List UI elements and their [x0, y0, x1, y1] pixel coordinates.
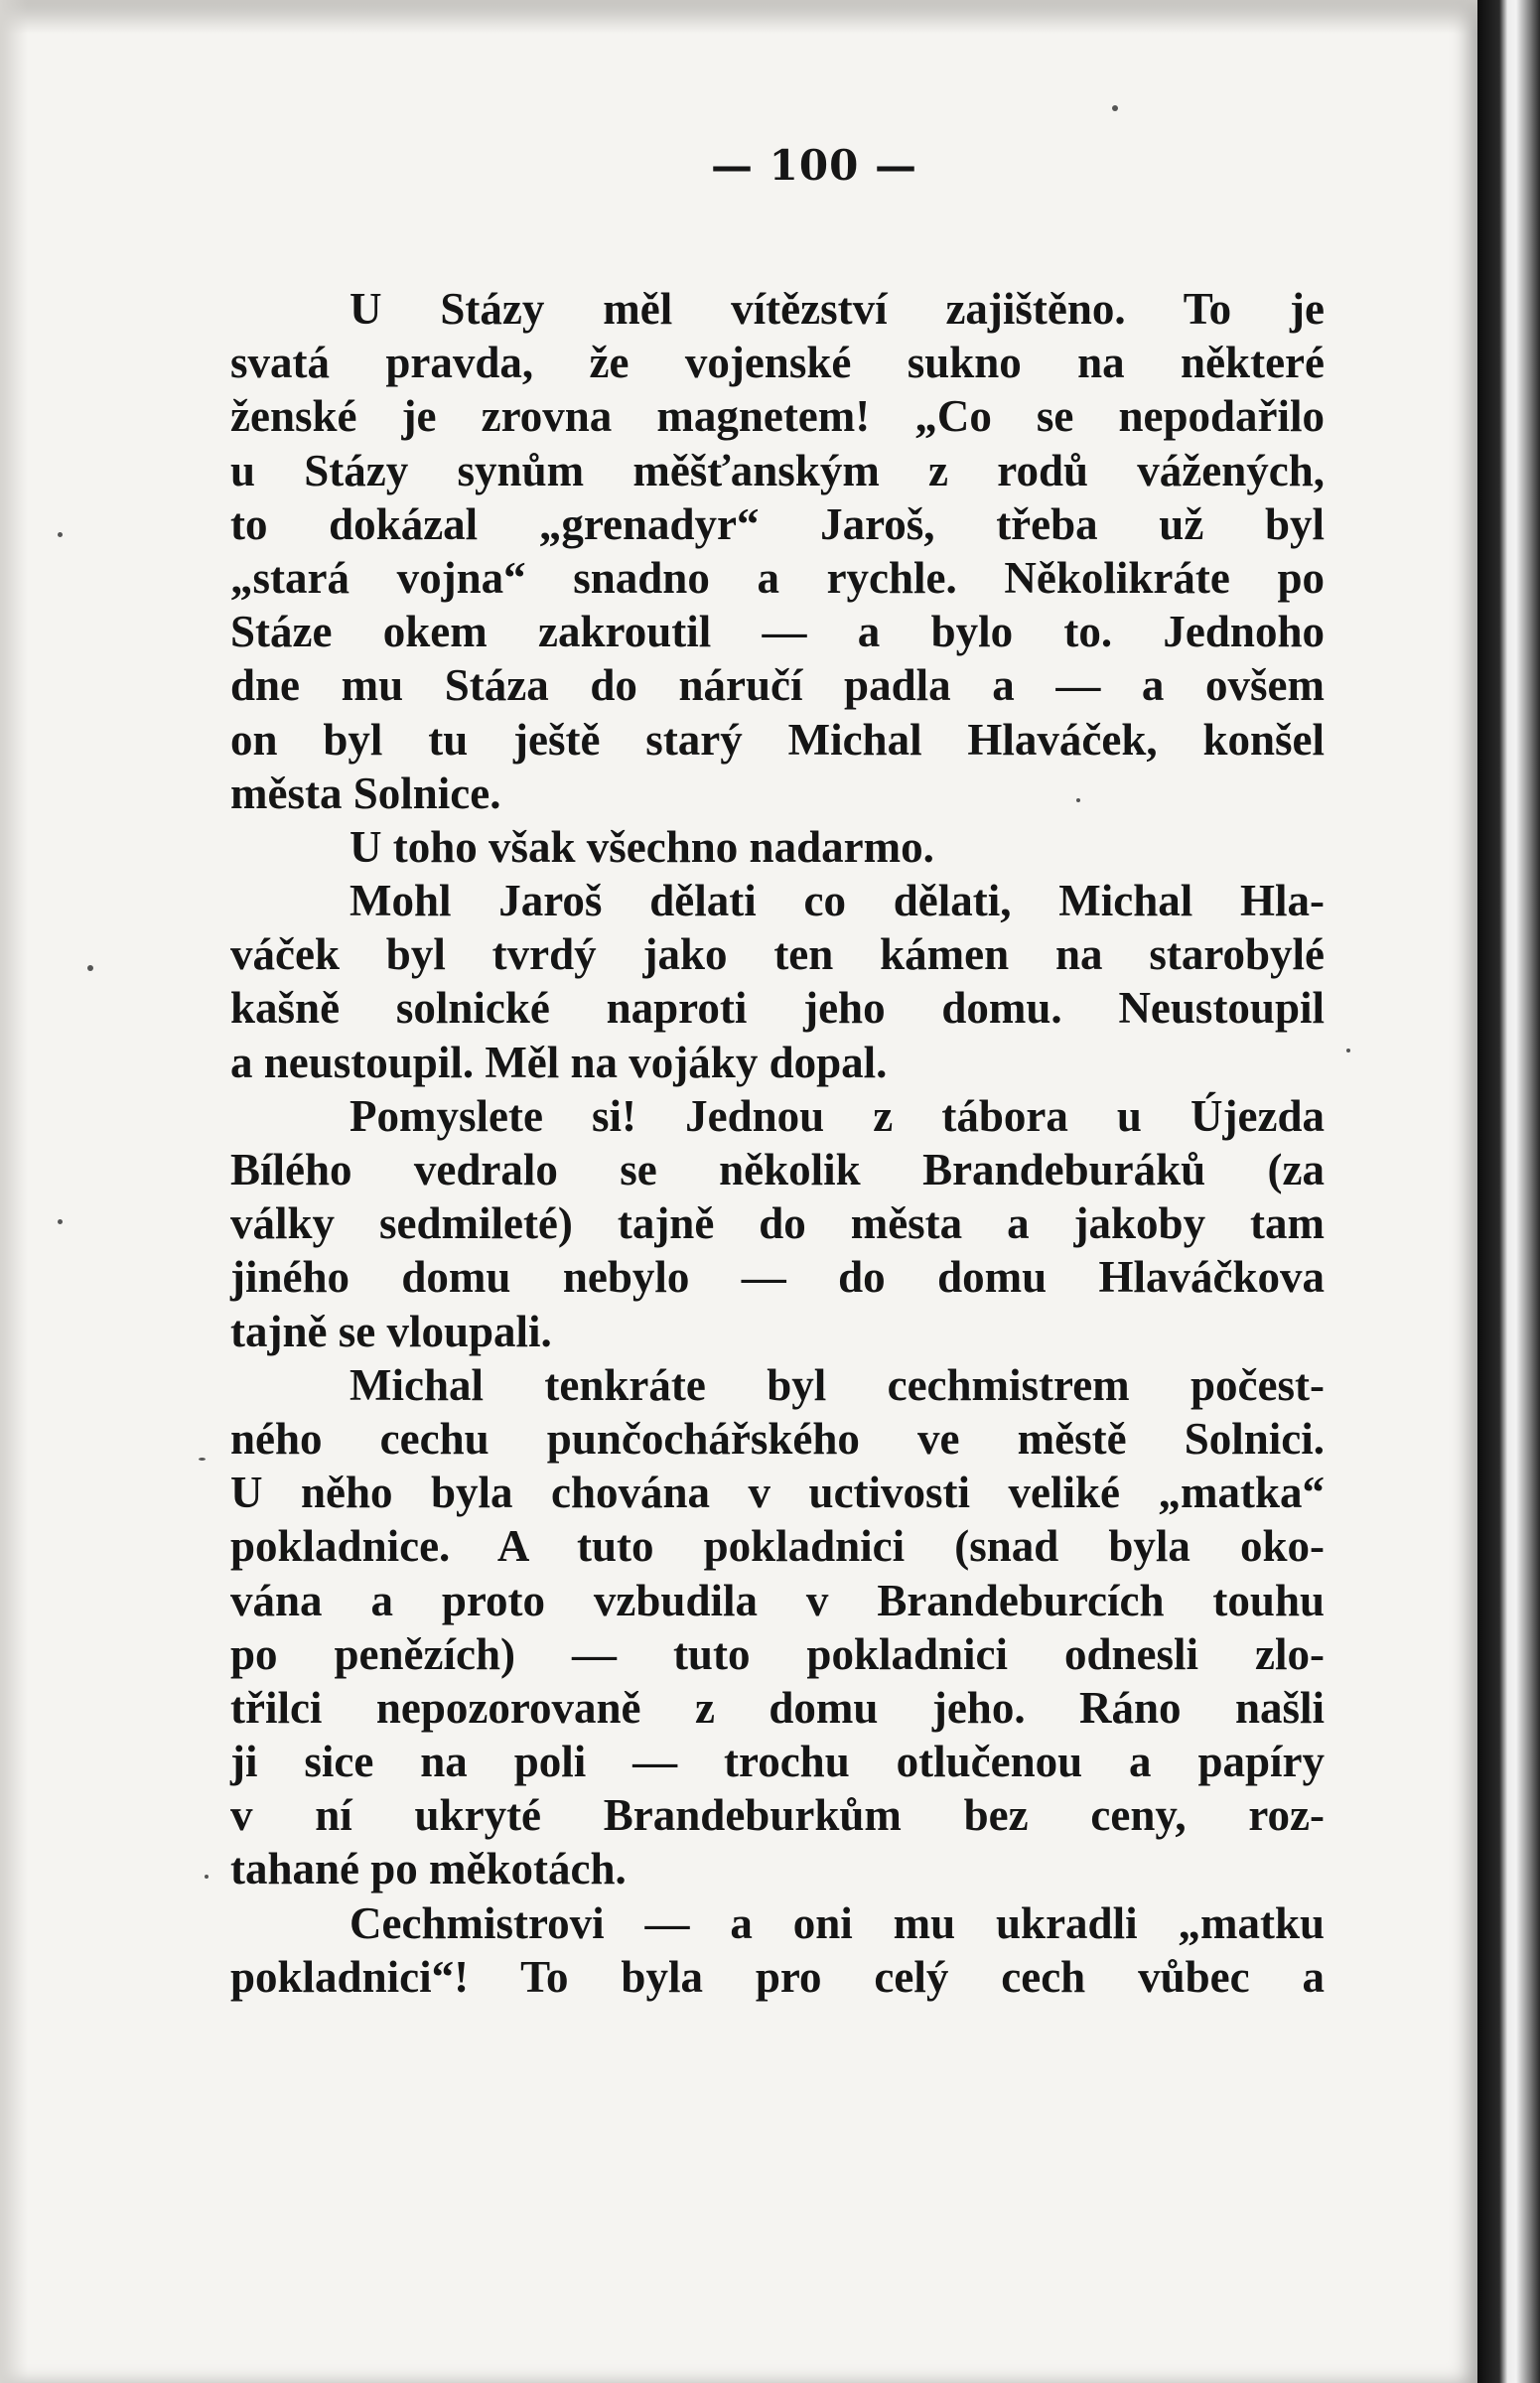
text-line: tajně se vloupali.: [230, 1306, 552, 1356]
page-number: — 100 —: [711, 141, 917, 190]
text-line: dne mu Stáza do náručí padla a — a ovšem: [230, 660, 1325, 711]
text-line: města Solnice.: [230, 768, 501, 818]
text-line: ženské je zrovna magnetem! „Co se nepodařilo: [230, 391, 1325, 442]
text-line: Michal tenkráte byl cechmistrem počest-: [350, 1359, 1325, 1410]
text-line: pokladnici“! To byla pro celý cech vůbec a: [230, 1951, 1325, 2002]
text-line: a neustoupil. Měl na vojáky dopal.: [230, 1037, 888, 1087]
scan-speck: [1112, 105, 1118, 111]
text-line: on byl tu ještě starý Michal Hlaváček, konšel: [230, 714, 1325, 765]
text-line: Pomyslete si! Jednou z tábora u Újezda: [350, 1090, 1325, 1141]
text-line: váček byl tvrdý jako ten kámen na starobylé: [230, 929, 1325, 980]
text-line: tahané po měkotách.: [230, 1844, 627, 1894]
scan-speck: [199, 1458, 206, 1461]
text-line: po penězích) — tuto pokladnici odnesli zlo-: [230, 1628, 1325, 1679]
scan-speck: [58, 532, 63, 537]
text-line: v ní ukryté Brandeburkům bez ceny, roz-: [230, 1790, 1325, 1841]
page-top-shadow: [0, 0, 1477, 34]
scan-speck: [87, 965, 93, 971]
text-line: to dokázal „grenadyr“ Jaroš, třeba už byl: [230, 498, 1325, 549]
text-line: u Stázy synům měšťanským z rodů vážených,: [230, 445, 1325, 495]
scan-speck: [1076, 798, 1080, 802]
text-line: Stáze okem zakroutil — a bylo to. Jednoho: [230, 607, 1325, 657]
text-line: Bílého vedralo se několik Brandeburáků (za: [230, 1145, 1325, 1194]
text-line: třilci nepozorovaně z domu jeho. Ráno našli: [230, 1682, 1325, 1733]
book-spine: [1477, 0, 1540, 2383]
text-line: Cechmistrovi — a oni mu ukradli „matku: [350, 1897, 1325, 1948]
text-line: ji sice na poli — trochu otlučenou a papíry: [230, 1737, 1325, 1787]
text-line: U Stázy měl vítězství zajištěno. To je: [350, 284, 1325, 334]
page-body-text: [230, 282, 1325, 2004]
text-line: války sedmileté) tajně do města a jakoby tam: [230, 1198, 1325, 1249]
page-left-shadow: [0, 0, 28, 2383]
scan-speck: [58, 1219, 63, 1224]
text-line: jiného domu nebylo — do domu Hlaváčkova: [230, 1252, 1325, 1303]
text-line: Mohl Jaroš dělati co dělati, Michal Hla-: [350, 876, 1325, 926]
text-line: svatá pravda, že vojenské sukno na některé: [230, 338, 1325, 388]
scan-speck: [1346, 1049, 1350, 1052]
text-line: ného cechu punčochářského ve městě Solnici.: [230, 1413, 1325, 1464]
text-line: U něho byla chována v uctivosti veliké „matka“: [230, 1468, 1325, 1518]
text-line: „stará vojna“ snadno a rychle. Několikráte po: [230, 552, 1325, 603]
text-line: U toho však všechno nadarmo.: [350, 821, 934, 872]
text-line: pokladnice. A tuto pokladnici (snad byla oko-: [230, 1521, 1325, 1572]
scan-speck: [205, 1875, 209, 1879]
text-line: kašně solnické naproti jeho domu. Neustoupil: [230, 983, 1325, 1034]
text-line: vána a proto vzbudila v Brandeburcích touhu: [230, 1575, 1325, 1625]
